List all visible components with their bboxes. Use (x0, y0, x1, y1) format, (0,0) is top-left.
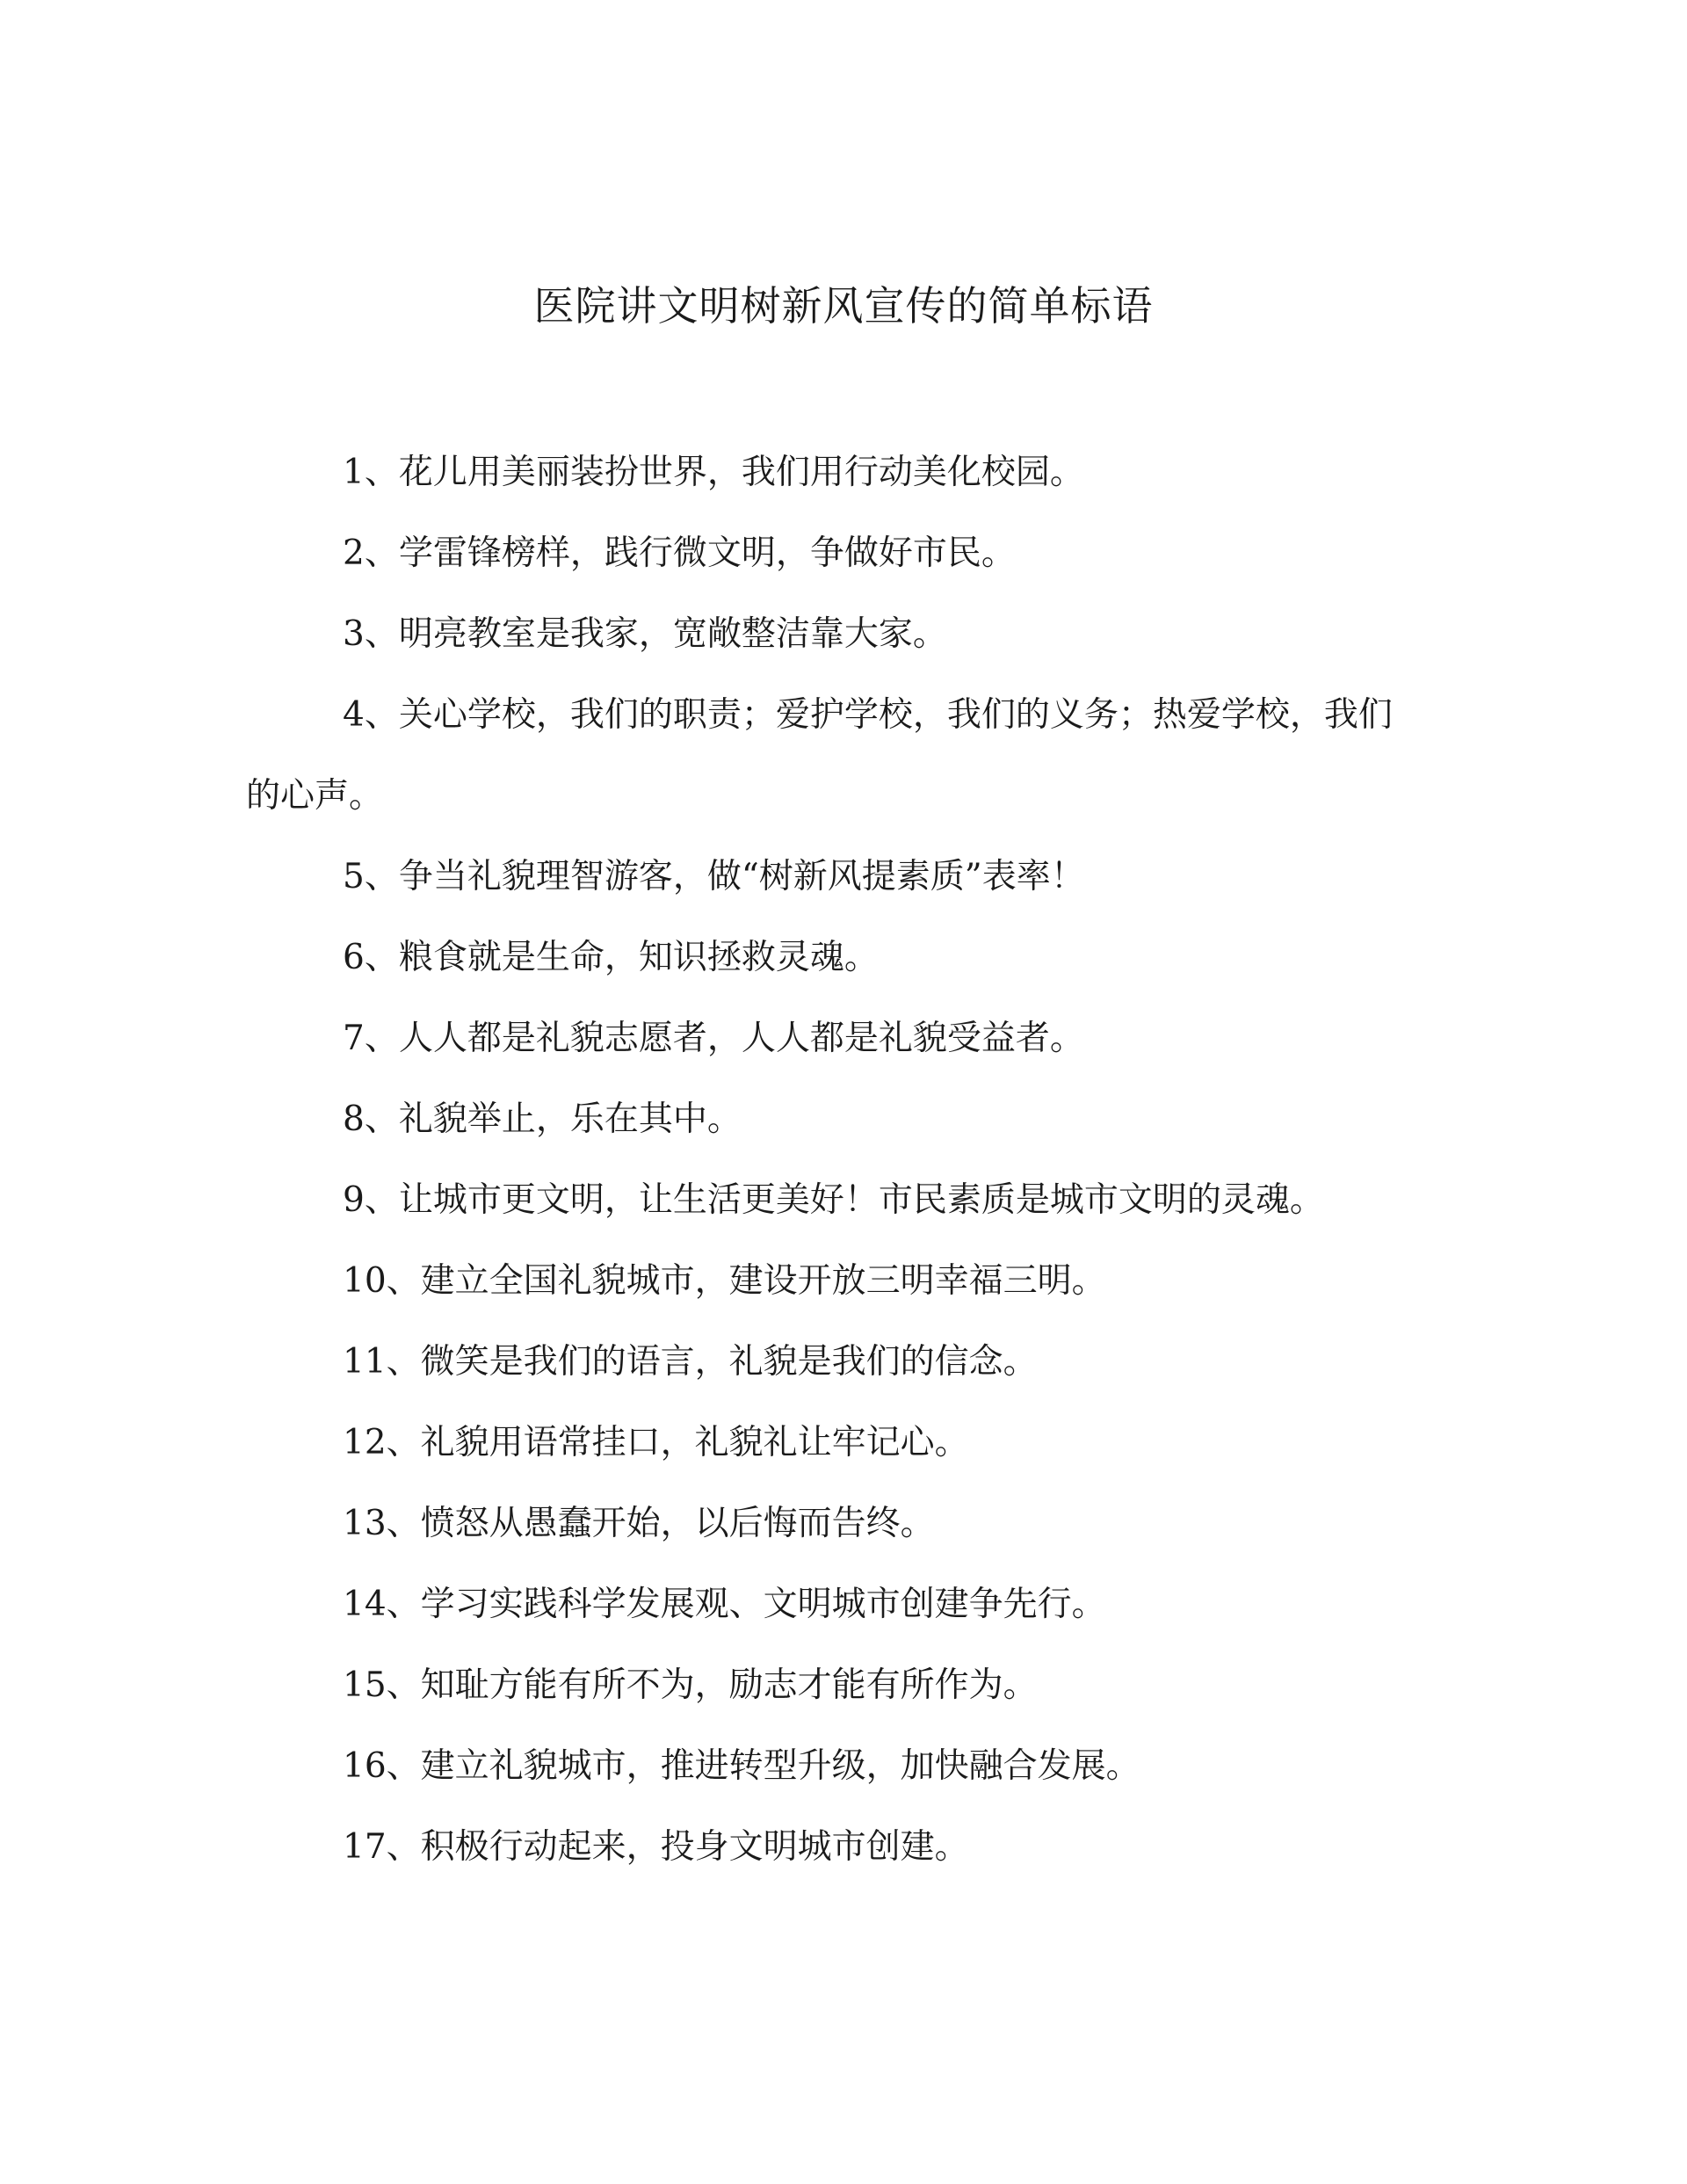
list-item: 5、争当礼貌理智游客，做“树新风提素质”表率！ (343, 857, 1085, 896)
slogan-list (246, 432, 1406, 1888)
list-item: 11、微笑是我们的语言，礼貌是我们的信念。 (343, 1342, 1038, 1382)
list-item: 1、花儿用美丽装扮世界，我们用行动美化校园。 (343, 453, 1084, 492)
list-item: 6、粮食就是生命，知识拯救灵魂。 (343, 938, 879, 977)
list-item: 2、学雷锋榜样，践行微文明，争做好市民。 (343, 533, 1016, 573)
list-item: 9、让城市更文明，让生活更美好！市民素质是城市文明的灵魂。 (343, 1180, 1324, 1220)
list-item: 15、知耻方能有所不为，励志才能有所作为。 (343, 1665, 1038, 1705)
list-item: 17、积极行动起来，投身文明城市创建。 (343, 1827, 969, 1867)
list-item: 14、学习实践科学发展观、文明城市创建争先行。 (343, 1585, 1106, 1624)
list-item: 4、关心学校，我们的职责；爱护学校，我们的义务；热爱学校，我们的心声。 (246, 695, 1393, 816)
list-item: 8、礼貌举止，乐在其中。 (343, 1099, 742, 1139)
list-item: 16、建立礼貌城市，推进转型升级，加快融合发展。 (343, 1746, 1140, 1786)
list-item: 7、人人都是礼貌志愿者，人人都是礼貌受益者。 (343, 1019, 1084, 1058)
list-item: 3、明亮教室是我家，宽敞整洁靠大家。 (343, 614, 947, 654)
list-item: 10、建立全国礼貌城市，建设开放三明幸福三明。 (343, 1261, 1106, 1301)
document-title: 医院讲文明树新风宣传的简单标语 (533, 282, 1154, 330)
list-item: 12、礼貌用语常挂口，礼貌礼让牢记心。 (343, 1423, 969, 1462)
list-item: 13、愤怒从愚蠢开始，以后悔而告终。 (343, 1504, 935, 1543)
